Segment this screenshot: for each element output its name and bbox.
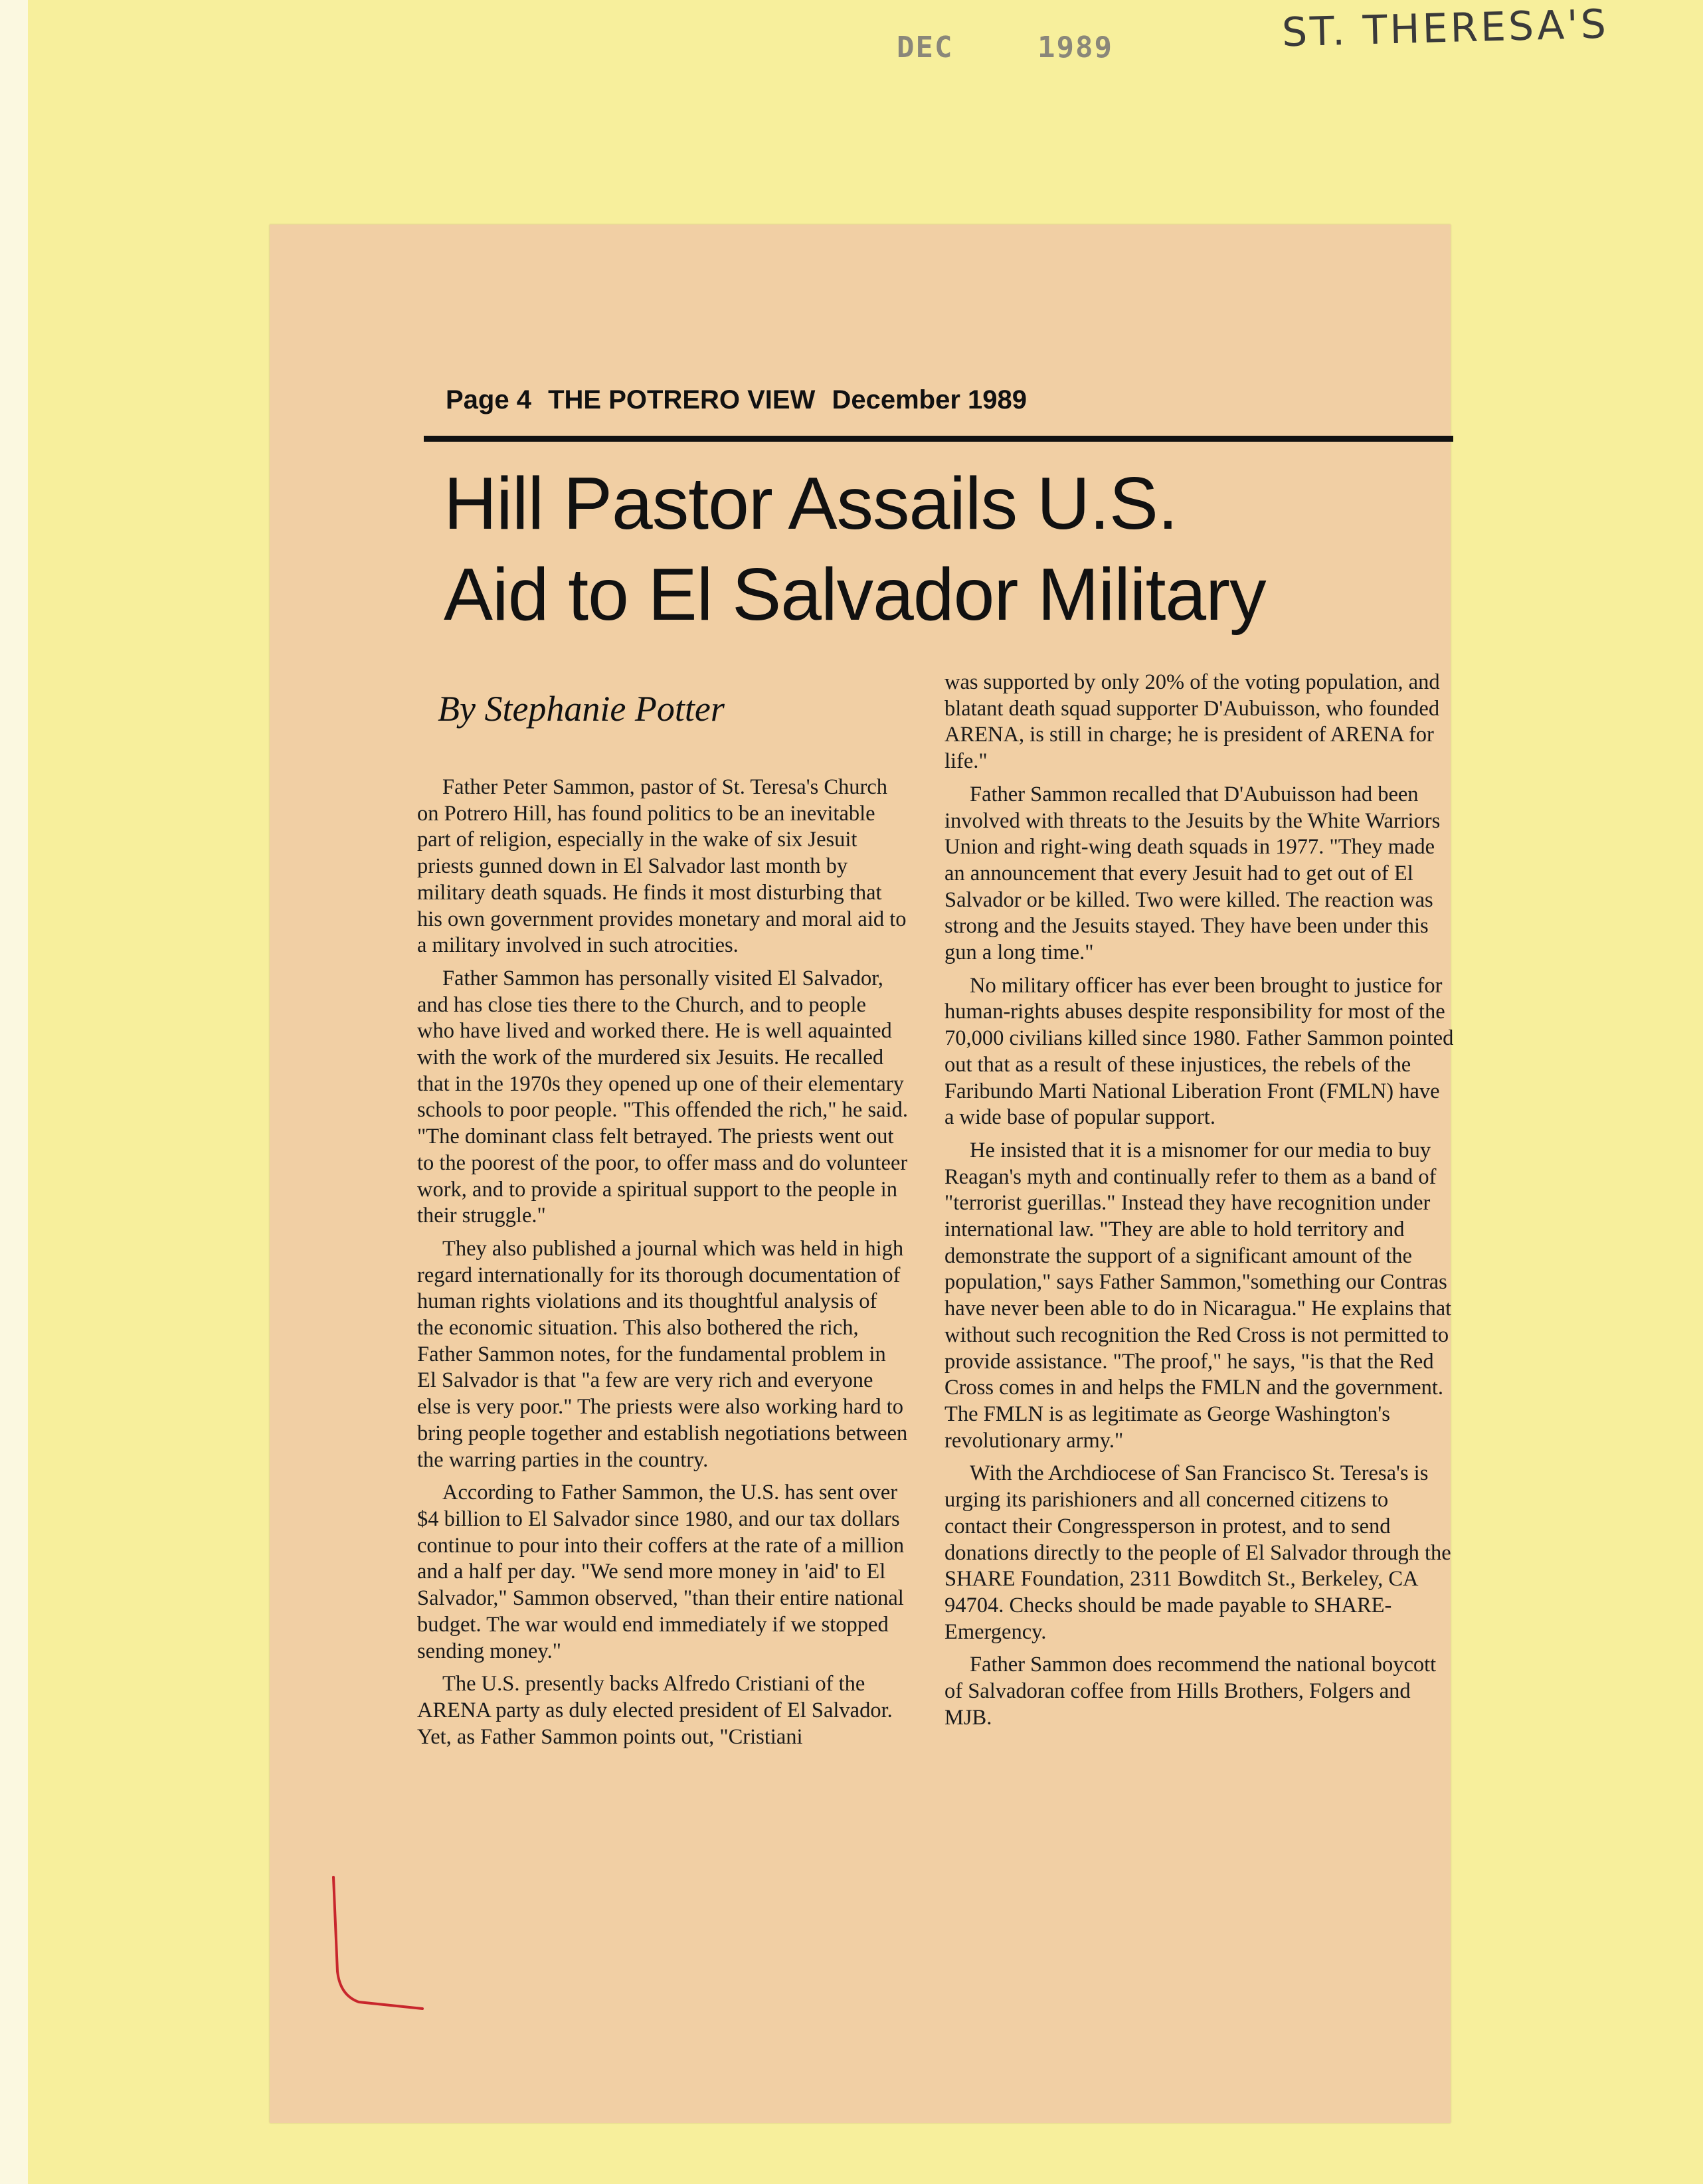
date-stamp-month: DEC — [897, 31, 954, 64]
masthead-rule — [424, 436, 1453, 442]
masthead — [446, 385, 1376, 415]
article-paragraph: With the Archdiocese of San Francisco St. Teresa's is urging its parishioners and all concerned citizens to contact their Congressperson in protest, and to send donations directly to the people of El Salvador through the SHARE Foundation, 2311 Bowditch St., Berkeley, CA 94704. Checks should be made payable to SHARE-Emergency. — [944, 1461, 1451, 1644]
article-paragraph: The U.S. presently backs Alfredo Cristiani of the ARENA party as duly elected president of El Salvador. Yet, as Father Sammon points out, "Cristiani — [417, 1672, 893, 1749]
article-column-2 — [944, 670, 1455, 1738]
date-stamp-year: 1989 — [1037, 31, 1113, 64]
newspaper-clipping — [270, 225, 1454, 2123]
article-paragraph: He insisted that it is a misnomer for our media to buy Reagan's myth and continually refer to them as a band of "terrorist guerillas." Instead they have recognition under international law. "They are able to hold territory and demonstrate the support of a significant amount of the population," says Father Sammon,"something our Contras have never been able to do in Nicaragua." He explains that without such recognition the Red Cross is not permitted to provide assistance. "The proof," he says, "is that the Red Cross comes in and helps the FMLN and the government. The FMLN is as legitimate as George Washington's revolutionary army." — [944, 1138, 1452, 1453]
article-column-1 — [417, 774, 909, 1757]
article-paragraph: Father Peter Sammon, pastor of St. Teresa's Church on Potrero Hill, has found politics to be an inevitable part of religion, especially in the wake of six Jesuit priests gunned down in El Salvador last month by military death squads. He finds it most disturbing that his own government provides monetary and moral aid to a military involved in such atrocities. — [417, 775, 907, 958]
article-paragraph: Father Sammon does recommend the national boycott of Salvadoran coffee from Hills Brothers, Folgers and MJB. — [944, 1653, 1437, 1730]
article-paragraph: They also published a journal which was held in high regard internationally for its thorough documentation of human rights violations and its thoughtful analysis of the economic situation. This also bothered the rich, Father Sammon notes, for the fundamental problem in El Salvador is that "a few are very rich and everyone else is very poor." The priests were also working hard to bring people together and establish negotiations between the warring parties in the country. — [417, 1236, 908, 1472]
handwritten-note: ST. THERESA'S — [1281, 1, 1609, 56]
byline: By Stephanie Potter — [438, 689, 725, 729]
masthead-date: December 1989 — [832, 385, 1028, 414]
masthead-page: Page 4 — [446, 385, 531, 414]
article-paragraph: Father Sammon recalled that D'Aubuisson had been involved with threats to the Jesuits by the White Warriors Union and right-wing death squads in 1977. "They made an announcement that every Jesuit had to get out of El Salvador or be killed. Two were killed. The reaction was strong and the Jesuits stayed. They have been under this gun a long time." — [944, 782, 1441, 965]
article-paragraph: According to Father Sammon, the U.S. has sent over $4 billion to El Salvador since 1980, and our tax dollars continue to pour into their coffers at the rate of a million and a half per day. "We send more money in 'aid' to El Salvador," Sammon observed, "than their entire national budget. The war would end immediately if we stopped sending money." — [417, 1481, 905, 1663]
scan-edge — [0, 0, 28, 2184]
headline — [444, 458, 1440, 640]
article-paragraph-continued: was supported by only 20% of the voting population, and blatant death squad supporter D'Aubuisson, who founded ARENA, is still in charge; he is president of ARENA for life." — [944, 670, 1440, 774]
headline-line-1: Hill Pastor Assails U.S. — [444, 462, 1178, 545]
headline-line-2: Aid to El Salvador Military — [444, 553, 1266, 636]
article-paragraph: Father Sammon has personally visited El Salvador, and has close ties there to the Church, and to people who have lived and worked there. He is well aquainted with the work of the murdered six Jesuits. He recalled that in the 1970s they opened up one of their elementary schools to poor people. "This offended the rich," he said. "The dominant class felt betrayed. The priests went out to the poorest of the poor, to offer mass and do volunteer work, and to provide a spiritual support to the people in their struggle." — [417, 966, 908, 1228]
article-paragraph: No military officer has ever been brought to justice for human-rights abuses despite responsibility for most of the 70,000 civilians killed since 1980. Father Sammon pointed out that as a result of these injustices, the rebels of the Faribundo Marti National Liberation Front (FMLN) have a wide base of popular support. — [944, 973, 1454, 1130]
red-pen-mark — [324, 1872, 424, 2025]
masthead-paper: THE POTRERO VIEW — [548, 385, 816, 414]
